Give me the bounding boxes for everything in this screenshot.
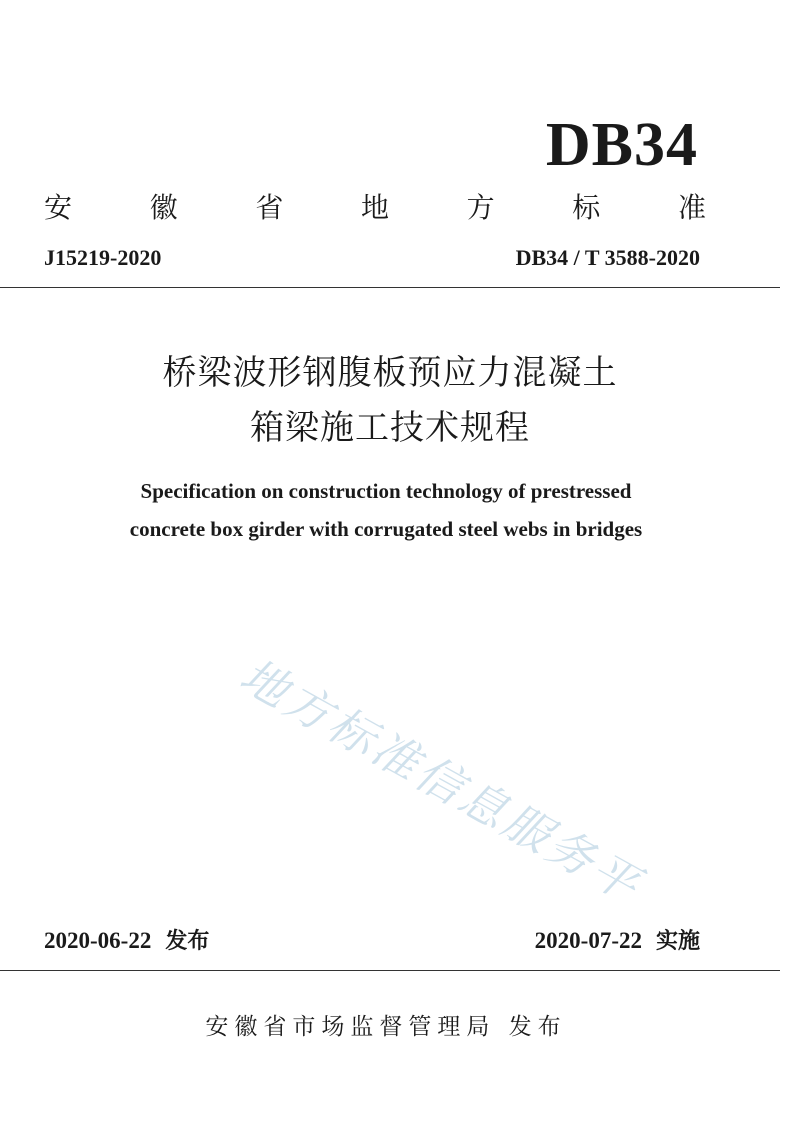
watermark: 地方标准信息服务平 xyxy=(231,647,652,914)
issue-date: 2020-06-22 xyxy=(44,928,152,953)
standard-type-char: 徽 xyxy=(149,191,178,224)
implement-label: 实施 xyxy=(655,929,700,954)
filing-number: J15219-2020 xyxy=(44,245,162,270)
standard-type-heading xyxy=(44,187,706,229)
title-english-line-1: Specification on construction technology of prestressed xyxy=(140,479,632,503)
standard-type-char: 方 xyxy=(466,191,495,224)
standard-code-large: DB34 xyxy=(545,111,698,179)
standard-type-char: 省 xyxy=(255,191,284,224)
standard-type-char: 标 xyxy=(572,191,601,224)
title-chinese-line-2: 箱梁施工技术规程 xyxy=(250,408,530,448)
standard-type-char: 地 xyxy=(360,191,389,224)
standard-type-char: 安 xyxy=(44,191,73,224)
title-english-line-2: concrete box girder with corrugated steel webs in bridges xyxy=(129,517,643,541)
standard-type-char: 准 xyxy=(677,191,706,224)
implement-date: 2020-07-22 xyxy=(534,928,642,953)
issue-label: 发布 xyxy=(165,929,210,954)
issue-date-block xyxy=(44,925,209,958)
implement-date-block xyxy=(535,925,700,958)
title-chinese-line-1: 桥梁波形钢腹板预应力混凝土 xyxy=(162,353,618,393)
issuing-authority: 安徽省市场监督管理局 发布 xyxy=(205,1014,567,1040)
bottom-divider xyxy=(0,970,780,971)
standard-number: DB34 / T 3588-2020 xyxy=(515,245,700,270)
top-divider xyxy=(0,287,780,288)
